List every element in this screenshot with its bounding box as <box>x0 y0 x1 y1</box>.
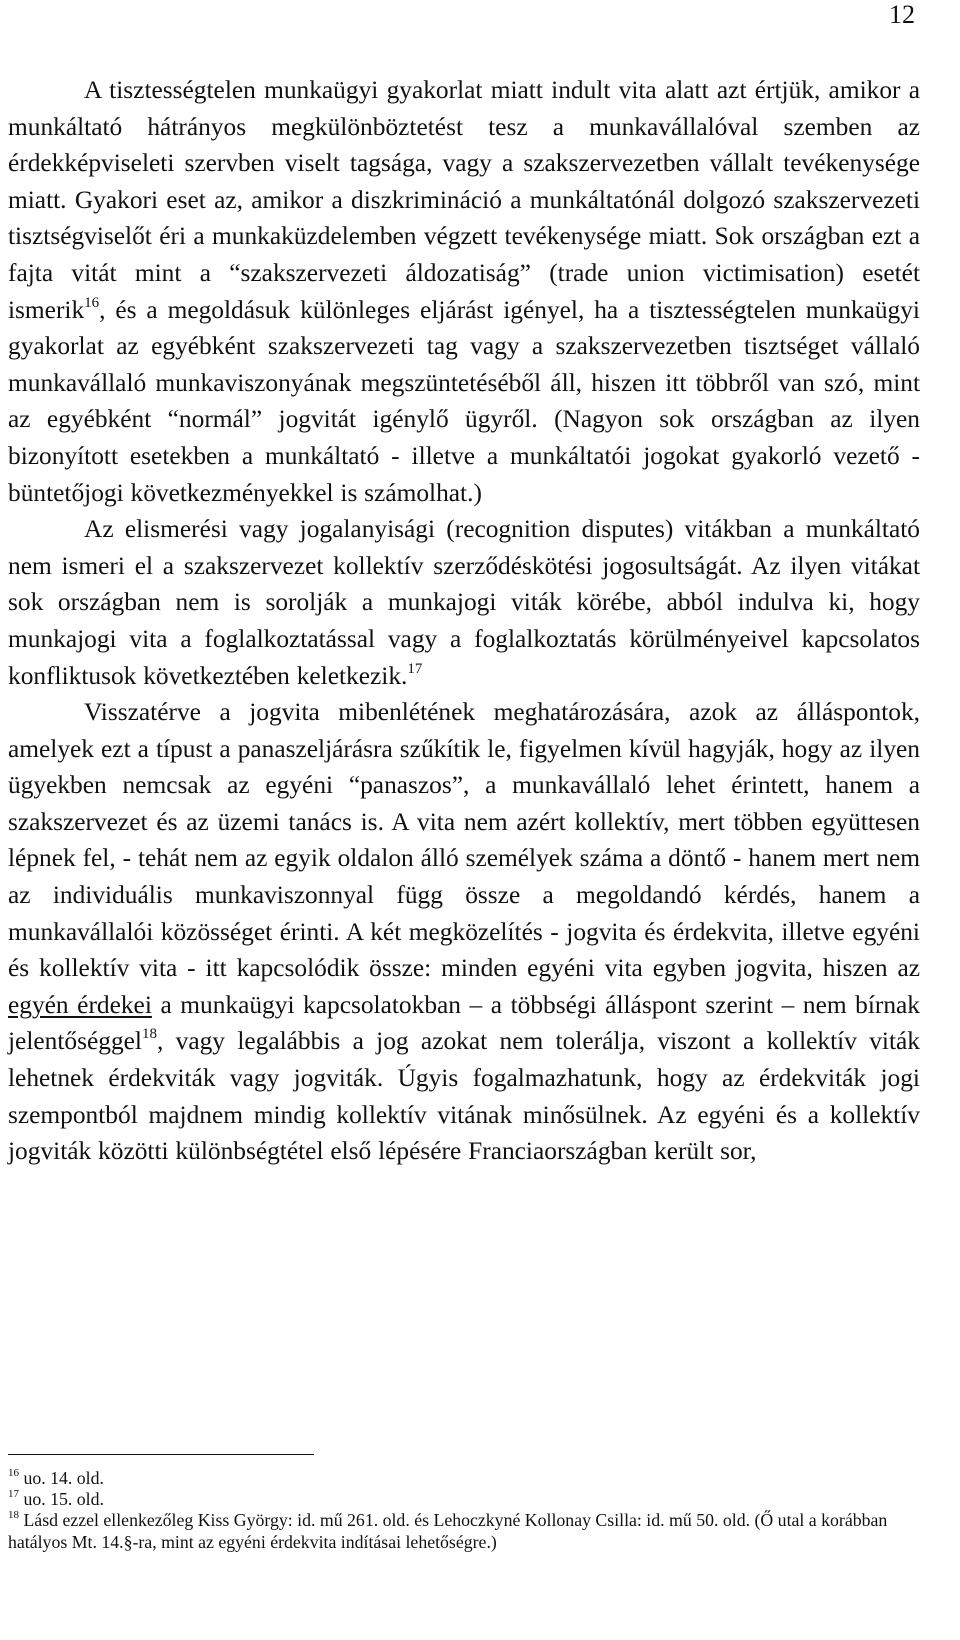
body-text <box>8 72 920 1170</box>
text-run: , és a megoldásuk különleges eljárást igényel, ha a tisztességtelen munkaügyi gyakorlat az egyébként szakszervezeti tag vagy a szakszervezetben tisztséget vállaló munkavállaló munkaviszonyának megszüntetéséből áll, hiszen itt többről van szó, mint az egyébként “normál” jogvitát igénylő ügyről. (Nagyon sok országban az ilyen bizonyított esetekben a munkáltató - illetve a munkáltatói jogokat gyakorló vezető - büntetőjogi következményekkel is számolhat.) <box>8 295 920 507</box>
paragraph <box>8 72 920 511</box>
paragraph <box>8 511 920 694</box>
page-number: 12 <box>889 0 915 29</box>
footnote-text: uo. 15. old. <box>19 1489 104 1510</box>
footnote-text: uo. 14. old. <box>19 1468 104 1488</box>
footnote-ref: 16 <box>84 294 100 311</box>
footnote <box>8 1489 938 1510</box>
footnote-number: 17 <box>8 1488 19 1501</box>
text-run: Az elismerési vagy jogalanyisági (recognition disputes) vitákban a munkáltató nem ismeri el a szakszervezet kollektív szerződéskötési jogosultságát. Az ilyen vitákat sok országban nem is sorolják a munkajogi viták körébe, abból indulva ki, hogy munkajogi vita a foglalkoztatással vagy a foglalkoztatás körülményeivel kapcsolatos konfliktusok következtében keletkezik. <box>8 515 920 690</box>
text-run: a munkaügyi kapcsolatokban – a többségi álláspont szerint – nem bírnak jelentőséggel <box>8 990 920 1056</box>
footnote-text: Lásd ezzel ellenkezőleg Kiss György: id. mű 261. old. és Lehoczkyné Kollonay Csilla: id. mű 50. old. (Ő utal a korábban hatályos Mt. 14.§-ra, mint az egyéni érdekvita indításai lehetőségre.) <box>8 1510 888 1552</box>
footnotes <box>8 1468 938 1553</box>
underlined-text: egyén érdekei <box>8 990 152 1019</box>
footnote-number: 18 <box>8 1509 19 1522</box>
footnote-number: 16 <box>8 1467 19 1479</box>
text-run: A tisztességtelen munkaügyi gyakorlat miatt indult vita alatt azt értjük, amikor a munkáltató hátrányos megkülönböztetést tesz a munkavállalóval szemben az érdekképviseleti szervben viselt tagsága, vagy a szakszervezetben vállalt tevékenysége miatt. Gyakori eset az, amikor a diszkrimináció a munkáltatónál dolgozó szakszervezeti tisztségviselőt éri a munkaküzdelemben végzett tevékenysége miatt. Sok országban ezt a fajta vitát mint a “szakszervezeti áldozatiság” (trade union victimisation) esetét ismerik <box>8 76 920 324</box>
text-run: , vagy legalábbis a jog azokat nem tolerálja, viszont a kollektív viták lehetnek érdekviták vagy jogviták. Úgyis fogalmazhatunk, hogy az érdekviták jogi szempontból majdnem mindig kollektív vitának minősülnek. Az egyéni és a kollektív jogviták közötti különbségtétel első lépésére Franciaországban került sor, <box>8 1027 920 1166</box>
footnote-ref: 17 <box>407 660 423 677</box>
text-run: Visszatérve a jogvita mibenlétének meghatározására, azok az álláspontok, amelyek ezt a típust a panaszeljárásra szűkítik le, figyelmen kívül hagyják, hogy az ilyen ügyekben nemcsak az egyéni “panaszos”, a munkavállaló lehet érintett, hanem a szakszervezet és az üzemi tanács is. A vita nem azért kollektív, mert többen együttesen lépnek fel, - tehát nem az egyik oldalon álló személyek száma a döntő - hanem mert nem az individuális munkaviszonnyal függ össze a megoldandó kérdés, hanem a munkavállalói közösséget érinti. A két megközelítés - jogvita és érdekvita, illetve egyéni és kollektív vita - itt kapcsolódik össze: minden egyéni vita egyben jogvita, hiszen az <box>8 698 920 983</box>
footnote <box>8 1510 938 1552</box>
footnote <box>8 1468 938 1489</box>
footnote-ref: 18 <box>141 1026 157 1043</box>
paragraph <box>8 694 920 1170</box>
footnote-separator <box>8 1454 314 1455</box>
